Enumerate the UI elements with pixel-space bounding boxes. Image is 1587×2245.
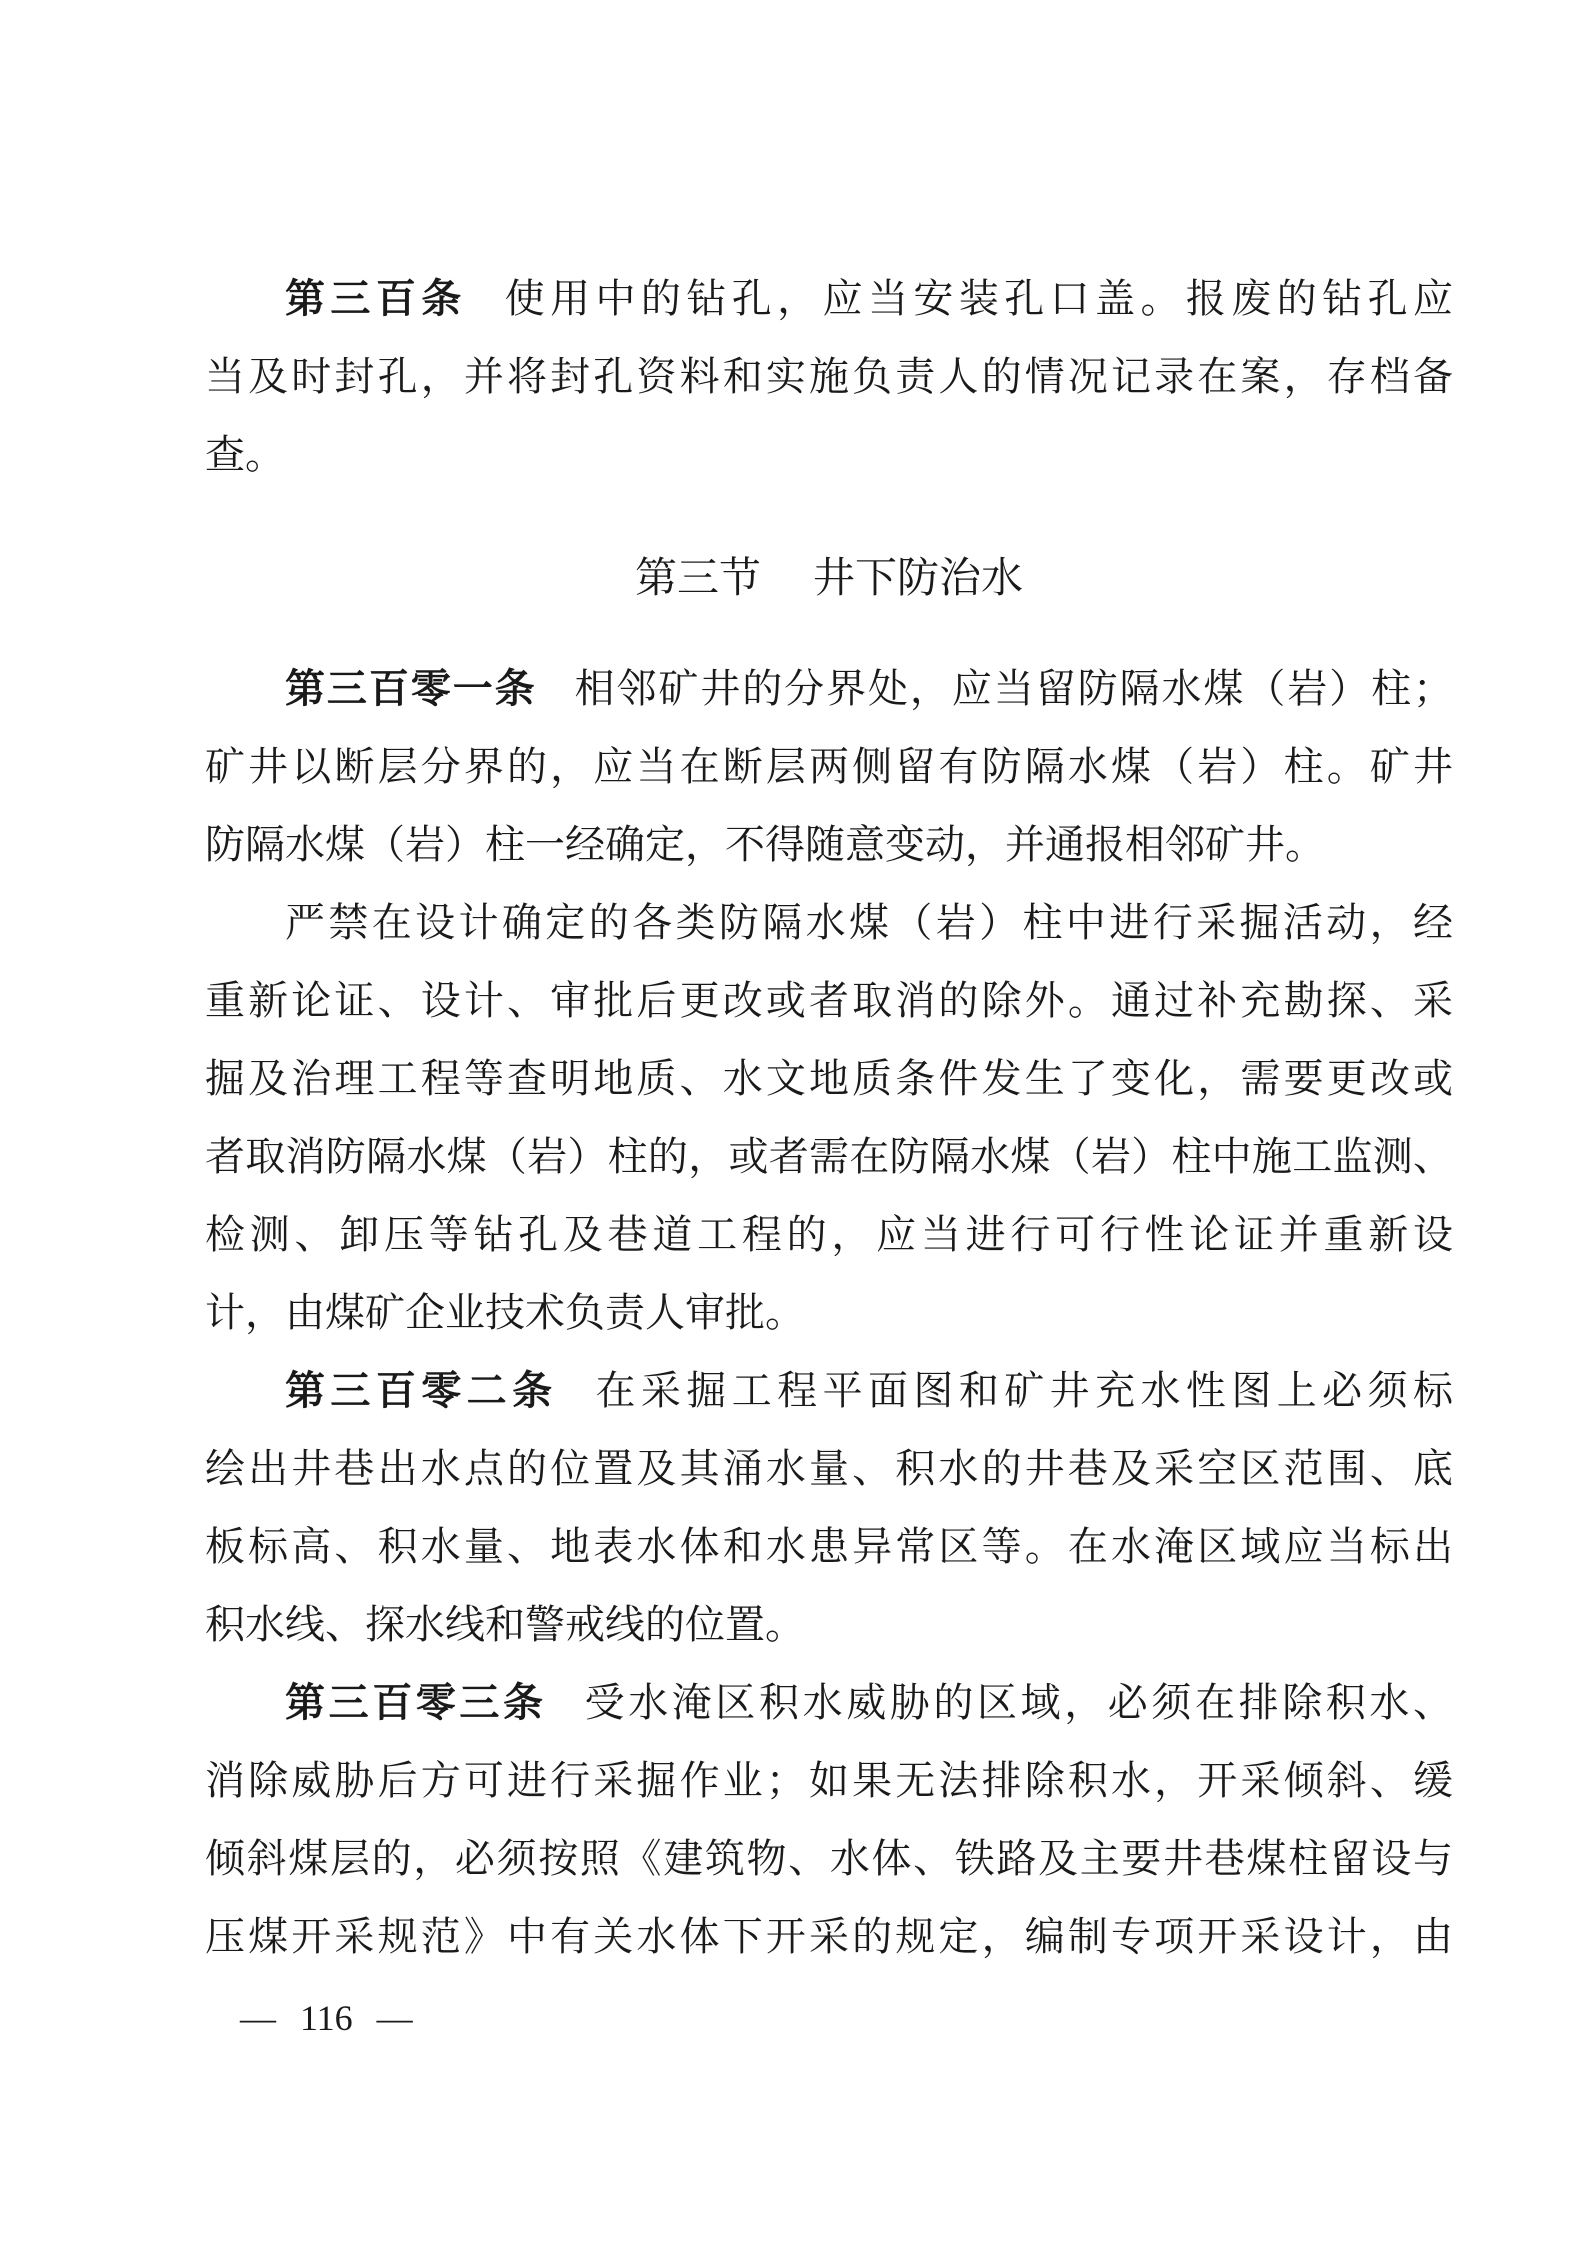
text-line	[205, 962, 1453, 1040]
line-text: 检测、卸压等钻孔及巷道工程的，应当进行可行性论证并重新设	[205, 1212, 1453, 1257]
paragraph-article-301	[205, 650, 1453, 884]
article-number-bold: 第三百零一条	[285, 667, 537, 711]
paragraph-article-301-clause2	[205, 884, 1453, 1352]
text-line	[205, 1352, 1453, 1430]
text-line	[205, 1274, 1453, 1352]
text-line	[205, 728, 1453, 806]
text-line	[205, 1742, 1453, 1820]
text-line	[205, 338, 1453, 416]
text-line	[205, 416, 1453, 494]
text-line	[205, 1196, 1453, 1274]
page-body-text	[205, 260, 1453, 1976]
text-line	[205, 650, 1453, 728]
text-line	[205, 1820, 1453, 1898]
section-title: 井下防治水	[813, 556, 1024, 602]
line-text: 防隔水煤（岩）柱一经确定，不得随意变动，并通报相邻矿井。	[205, 822, 1325, 867]
line-text: 绘出井巷出水点的位置及其涌水量、积水的井巷及采空区范围、底	[205, 1446, 1453, 1491]
page-number: 116	[300, 1998, 353, 2038]
line-text: 受水淹区积水威胁的区域，必须在排除积水、	[584, 1680, 1454, 1725]
text-line	[205, 806, 1453, 884]
paragraph-article-303	[205, 1664, 1453, 1976]
line-text: 者取消防隔水煤（岩）柱的，或者需在防隔水煤（岩）柱中施工监测、	[205, 1134, 1453, 1179]
line-text: 计，由煤矿企业技术负责人审批。	[205, 1290, 805, 1335]
page-footer	[240, 1996, 413, 2040]
text-line	[205, 260, 1453, 338]
section-heading	[205, 540, 1453, 618]
line-text: 矿井以断层分界的，应当在断层两侧留有防隔水煤（岩）柱。矿井	[205, 744, 1453, 789]
line-text: 积水线、探水线和警戒线的位置。	[205, 1602, 805, 1647]
text-line	[205, 1430, 1453, 1508]
text-line	[205, 1118, 1453, 1196]
paragraph-article-300	[205, 260, 1453, 494]
article-number-bold: 第三百零三条	[285, 1681, 547, 1725]
line-text: 使用中的钻孔，应当安装孔口盖。报废的钻孔应	[504, 276, 1454, 321]
line-text: 在采掘工程平面图和矿井充水性图上必须标	[595, 1368, 1453, 1413]
text-line	[205, 1898, 1453, 1976]
line-text: 严禁在设计确定的各类防隔水煤（岩）柱中进行采掘活动，经	[285, 900, 1453, 945]
text-line	[205, 1586, 1453, 1664]
line-text: 掘及治理工程等查明地质、水文地质条件发生了变化，需要更改或	[205, 1056, 1453, 1101]
line-text: 相邻矿井的分界处，应当留防隔水煤（岩）柱；	[574, 666, 1454, 711]
line-text: 压煤开采规范》中有关水体下开采的规定，编制专项开采设计，由	[205, 1914, 1453, 1959]
article-number-bold: 第三百条	[285, 277, 467, 321]
text-line	[205, 1664, 1453, 1742]
article-number-bold: 第三百零二条	[285, 1369, 558, 1413]
text-line	[205, 1040, 1453, 1118]
footer-dash-left: —	[240, 1998, 276, 2038]
line-text: 板标高、积水量、地表水体和水患异常区等。在水淹区域应当标出	[205, 1524, 1453, 1569]
section-number: 第三节	[634, 556, 761, 602]
paragraph-article-302	[205, 1352, 1453, 1664]
text-line	[205, 1508, 1453, 1586]
line-text: 重新论证、设计、审批后更改或者取消的除外。通过补充勘探、采	[205, 978, 1453, 1023]
line-text: 查。	[205, 432, 285, 477]
footer-dash-right: —	[376, 1998, 413, 2038]
line-text: 当及时封孔，并将封孔资料和实施负责人的情况记录在案，存档备	[205, 354, 1453, 399]
text-line	[205, 884, 1453, 962]
line-text: 消除威胁后方可进行采掘作业；如果无法排除积水，开采倾斜、缓	[205, 1758, 1453, 1803]
line-text: 倾斜煤层的，必须按照《建筑物、水体、铁路及主要井巷煤柱留设与	[205, 1836, 1453, 1881]
